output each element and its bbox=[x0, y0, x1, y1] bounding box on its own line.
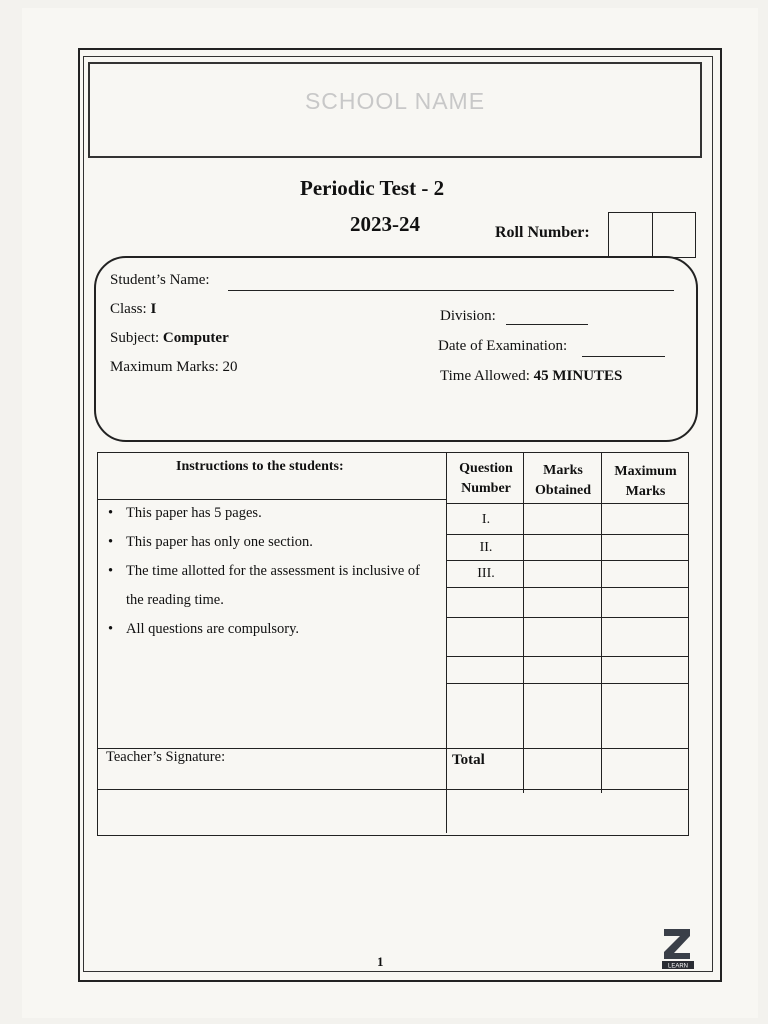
marks-obtained-header: Marks Obtained bbox=[534, 463, 591, 498]
max-marks-label: Maximum Marks: 20 bbox=[110, 359, 238, 375]
division-field[interactable] bbox=[506, 312, 588, 325]
division-label: Division: bbox=[440, 308, 496, 324]
instruction-item: • All questions are compulsory. bbox=[106, 615, 426, 644]
date-label: Date of Examination: bbox=[438, 338, 568, 354]
instruction-item: • This paper has 5 pages. bbox=[106, 499, 426, 528]
zee-learn-logo bbox=[662, 927, 694, 969]
time-allowed-value: 45 MINUTES bbox=[533, 368, 623, 384]
roll-number-box[interactable] bbox=[608, 212, 696, 258]
class-value: I bbox=[150, 301, 157, 317]
svg-text:LEARN: LEARN bbox=[667, 963, 689, 969]
roll-number-cell[interactable] bbox=[609, 213, 653, 257]
student-name-field[interactable] bbox=[228, 278, 674, 291]
time-allowed-label: Time Allowed: 45 MINUTES bbox=[440, 368, 623, 384]
date-field[interactable] bbox=[582, 344, 665, 357]
teacher-signature-label: Teacher’s Signature: bbox=[106, 749, 226, 765]
maximum-marks-header: Maximum Marks bbox=[614, 464, 677, 499]
marks-table bbox=[97, 452, 689, 836]
school-name-box bbox=[88, 62, 702, 158]
roll-number-label: Roll Number: bbox=[495, 224, 590, 241]
question-number-header: Question Number bbox=[459, 461, 513, 496]
student-name-label: Student’s Name: bbox=[110, 272, 210, 288]
subject-value: Computer bbox=[162, 330, 229, 346]
question-number: I. bbox=[481, 512, 491, 527]
subject-label: Subject: Computer bbox=[110, 330, 229, 346]
test-title: Periodic Test - 2 bbox=[300, 176, 445, 200]
question-number: II. bbox=[479, 540, 493, 555]
instructions-header: Instructions to the students: bbox=[176, 459, 344, 474]
instruction-item: • This paper has only one section. bbox=[106, 528, 426, 557]
instructions-list bbox=[106, 499, 426, 644]
test-year: 2023-24 bbox=[350, 212, 420, 236]
total-label: Total bbox=[452, 752, 485, 768]
roll-number-cell[interactable] bbox=[653, 213, 696, 257]
class-label: Class: I bbox=[110, 301, 157, 317]
school-name: SCHOOL NAME bbox=[304, 88, 486, 114]
question-number: III. bbox=[477, 566, 495, 581]
instruction-item: • The time allotted for the assessment is inclusive of the reading time. bbox=[106, 557, 426, 615]
page-number: 1 bbox=[377, 954, 384, 969]
